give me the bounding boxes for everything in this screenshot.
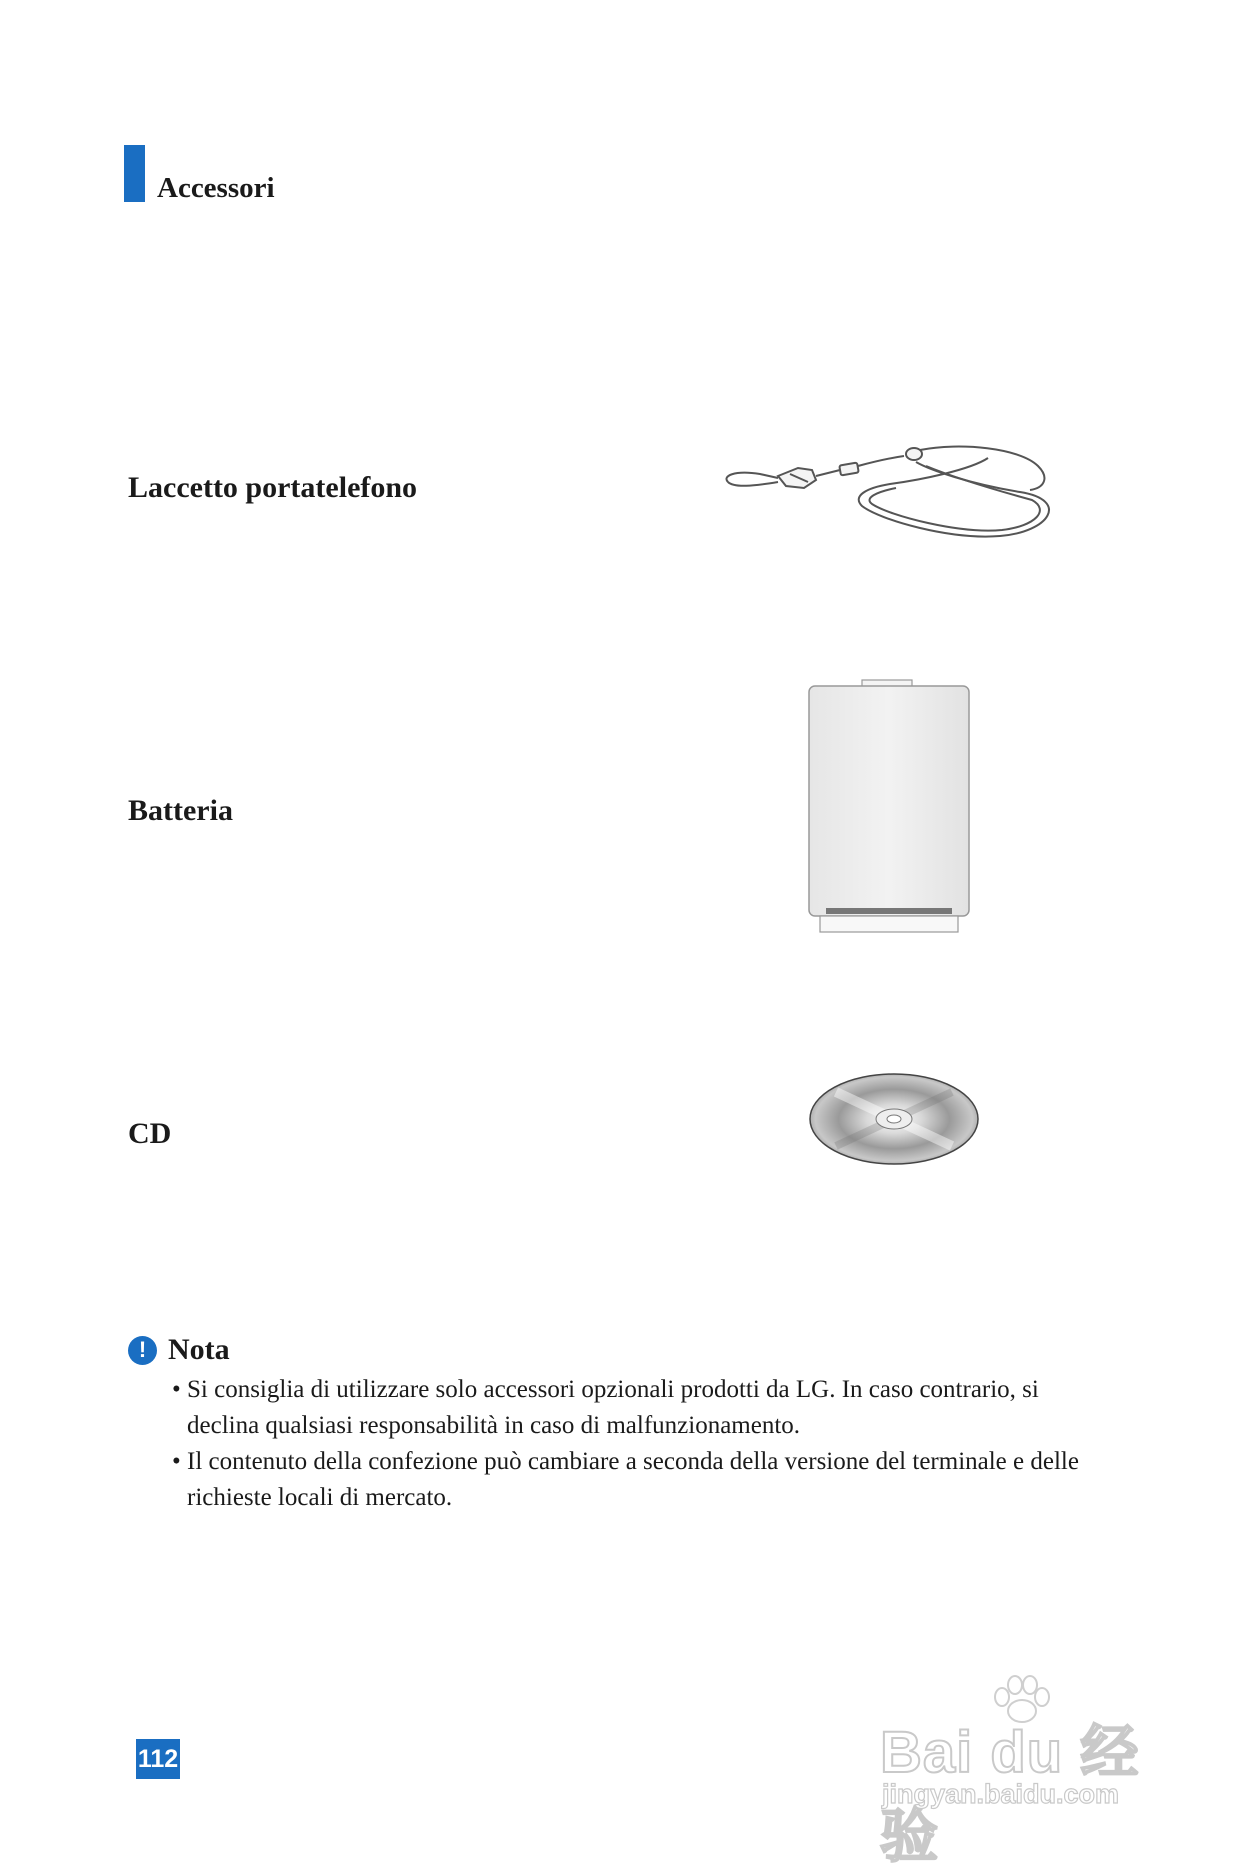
section-marker <box>124 145 145 202</box>
item-label-battery: Batteria <box>128 794 233 827</box>
cd-illustration <box>806 1070 982 1168</box>
note-bullet: • Il contenuto della confezione può cambiare a seconda della versione del terminale e delle richieste locali di mercato. <box>172 1444 1112 1516</box>
watermark-brand: Bai du 经验 <box>880 1720 1140 1869</box>
watermark <box>880 1675 1180 1869</box>
note-list <box>172 1372 1112 1516</box>
section-title: Accessori <box>157 172 275 204</box>
battery-illustration <box>806 676 976 936</box>
note-title: Nota <box>168 1333 230 1366</box>
lanyard-illustration <box>720 440 1060 550</box>
watermark-url: jingyan.baidu.com <box>882 1779 1120 1809</box>
note-bullet: • Si consiglia di utilizzare solo accessori opzionali prodotti da LG. In caso contrario, si declina qualsiasi responsabilità in caso di malfunzionamento. <box>172 1372 1112 1444</box>
exclamation-icon: ! <box>128 1336 157 1365</box>
page-number: 112 <box>136 1739 180 1779</box>
item-label-lanyard: Laccetto portatelefono <box>128 471 418 504</box>
item-label-cd: CD <box>128 1117 172 1150</box>
note-header <box>128 1333 230 1367</box>
